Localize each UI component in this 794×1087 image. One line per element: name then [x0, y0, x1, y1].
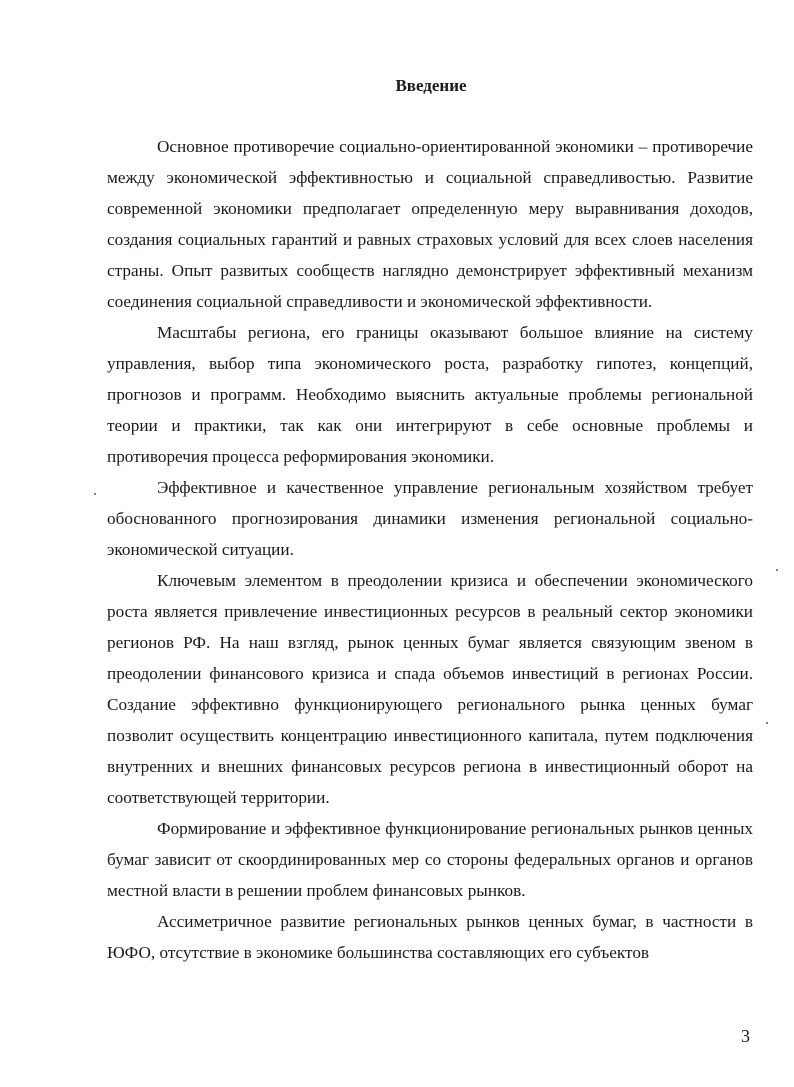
scan-speck: [94, 493, 96, 495]
scan-speck: [776, 569, 778, 571]
body-text: [107, 131, 753, 968]
paragraph: Ключевым элементом в преодолении кризиса и обеспечении экономического роста является привлечение инвестиционных ресурсов в реальный сектор экономики регионов РФ. На наш взгляд, рынок ценных бумаг является связующим звеном в преодолении финансового кризиса и спада объемов инвестиций в регионах России. Создание эффективно функционирующего регионального рынка ценных бумаг позволит осуществить концентрацию инвестиционного капитала, путем подключения внутренних и внешних финансовых ресурсов региона в инвестиционный оборот на соответствующей территории.: [107, 571, 753, 807]
scan-speck: [766, 722, 768, 724]
paragraph: Эффективное и качественное управление региональным хозяйством требует обоснованного прогнозирования динамики изменения региональной социально-экономической ситуации.: [107, 478, 753, 559]
paragraph: Масштабы региона, его границы оказывают большое влияние на систему управления, выбор типа экономического роста, разработку гипотез, концепций, прогнозов и программ. Необходимо выяснить актуальные проблемы региональной теории и практики, так как они интегрируют в себе основные проблемы и противоречия процесса реформирования экономики.: [107, 323, 753, 466]
page-title: Введение: [395, 76, 467, 95]
paragraph: Ассиметричное развитие региональных рынков ценных бумаг, в частности в ЮФО, отсутствие в экономике большинства составляющих его субъектов: [107, 912, 753, 962]
paragraph: Основное противоречие социально-ориентированной экономики – противоречие между экономической эффективностью и социальной справедливостью. Развитие современной экономики предполагает определенную меру выравнивания доходов, создания социальных гарантий и равных страховых условий для всех слоев населения страны. Опыт развитых сообществ наглядно демонстрирует эффективный механизм соединения социальной справедливости и экономической эффективности.: [107, 137, 753, 311]
paragraph: Формирование и эффективное функционирование региональных рынков ценных бумаг зависит от скоординированных мер со стороны федеральных органов и органов местной власти в решении проблем финансовых рынков.: [107, 819, 753, 900]
page-number: 3: [741, 1026, 750, 1046]
